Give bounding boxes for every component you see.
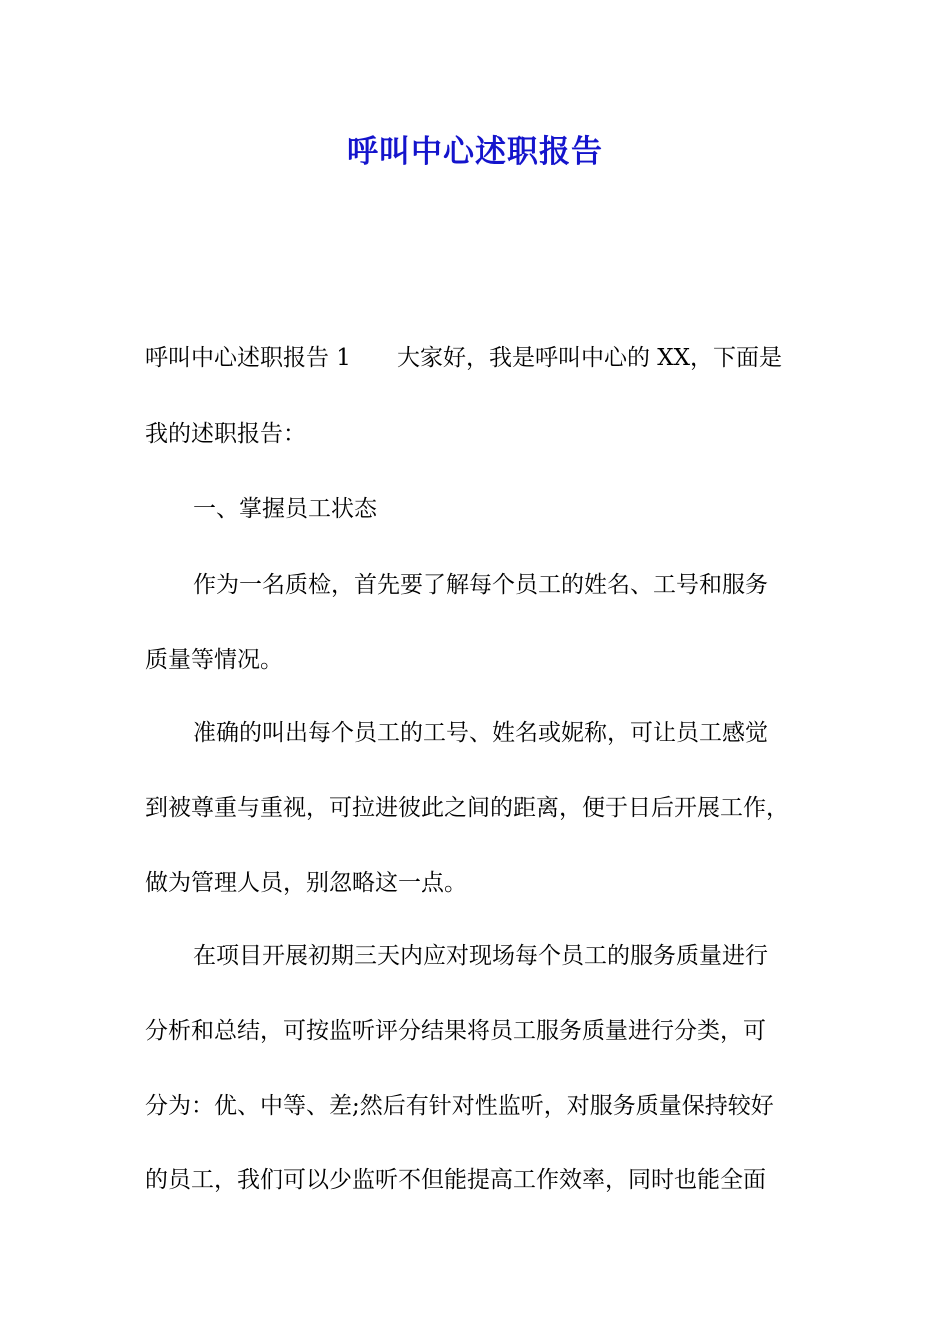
greeting-text: 大家好，我是呼叫中心的 XX，下面是 <box>396 345 783 371</box>
paragraph-line: 分为：优、中等、差;然后有针对性监听，对服务质量保持较好 <box>145 1093 774 1119</box>
paragraph-line: 作为一名质检，首先要了解每个员工的姓名、工号和服务 <box>193 572 768 598</box>
document-title: 呼叫中心述职报告 <box>347 134 603 170</box>
paragraph-line: 做为管理人员，别忽略这一点。 <box>145 870 467 896</box>
paragraph-line: 质量等情况。 <box>145 647 283 673</box>
section-heading: 一、掌握员工状态 <box>193 496 377 522</box>
paragraph-line: 的员工，我们可以少监听不但能提高工作效率，同时也能全面 <box>145 1167 766 1193</box>
paragraph-line <box>145 342 782 374</box>
paragraph-line: 分析和总结，可按监听评分结果将员工服务质量进行分类，可 <box>145 1018 766 1044</box>
paragraph-line: 准确的叫出每个员工的工号、姓名或妮称，可让员工感觉 <box>193 720 768 746</box>
paragraph-line: 到被尊重与重视，可拉进彼此之间的距离，便于日后开展工作， <box>145 795 789 821</box>
report-heading-inline: 呼叫中心述职报告 1 <box>145 345 351 371</box>
paragraph-line: 我的述职报告： <box>145 421 306 447</box>
paragraph-line: 在项目开展初期三天内应对现场每个员工的服务质量进行 <box>193 943 768 969</box>
